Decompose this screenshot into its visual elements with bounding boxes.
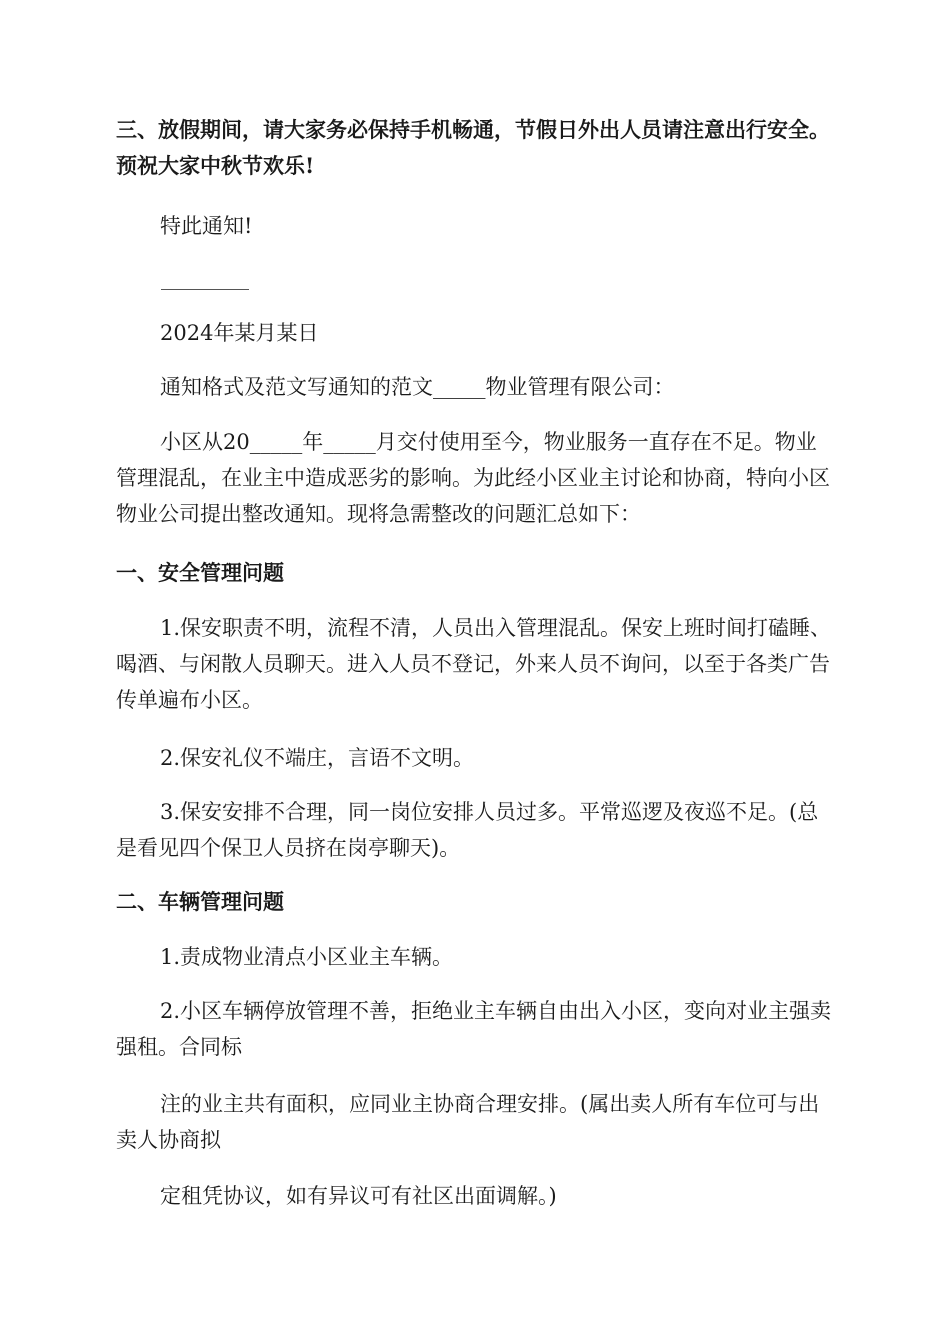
security-item-3: 3.保安安排不合理，同一岗位安排人员过多。平常巡逻及夜巡不足。(总是看见四个保卫人员挤在岗亭聊天)。 — [116, 800, 819, 860]
notice-item-three: 三、放假期间，请大家务必保持手机畅通，节假日外出人员请注意出行安全。预祝大家中秋节欢乐! — [116, 117, 830, 178]
date-line: 2024年某月某日 — [160, 321, 319, 345]
security-item-2: 2.保安礼仪不端庄，言语不文明。 — [160, 746, 475, 770]
closing-remark: 特此通知! — [160, 214, 253, 238]
intro-paragraph: 小区从20_____年_____月交付使用至今，物业服务一直存在不足。物业管理混乱，在业主中造成恶劣的影响。为此经小区业主讨论和协商，特向小区物业公司提出整改通知。现将急需整改的问题汇总如下： — [116, 430, 830, 526]
sample-notice-heading: 通知格式及范文写通知的范文_____物业管理有限公司： — [160, 375, 675, 399]
section-heading-security: 一、安全管理问题 — [116, 560, 284, 585]
signature-line — [161, 289, 249, 290]
vehicle-item-2-continued: 注的业主共有面积，应同业主协商合理安排。(属出卖人所有车位可与出卖人协商拟 — [116, 1092, 820, 1152]
vehicle-item-2-end: 定租凭协议，如有异议可有社区出面调解。) — [160, 1184, 557, 1208]
vehicle-item-2: 2.小区车辆停放管理不善，拒绝业主车辆自由出入小区，变向对业主强卖强租。合同标 — [116, 999, 832, 1059]
section-heading-vehicles: 二、车辆管理问题 — [116, 889, 284, 914]
vehicle-item-1: 1.责成物业清点小区业主车辆。 — [160, 945, 454, 969]
security-item-1: 1.保安职责不明，流程不清，人员出入管理混乱。保安上班时间打磕睡、喝酒、与闲散人员聊天。进入人员不登记，外来人员不询问，以至于各类广告传单遍布小区。 — [116, 616, 832, 712]
